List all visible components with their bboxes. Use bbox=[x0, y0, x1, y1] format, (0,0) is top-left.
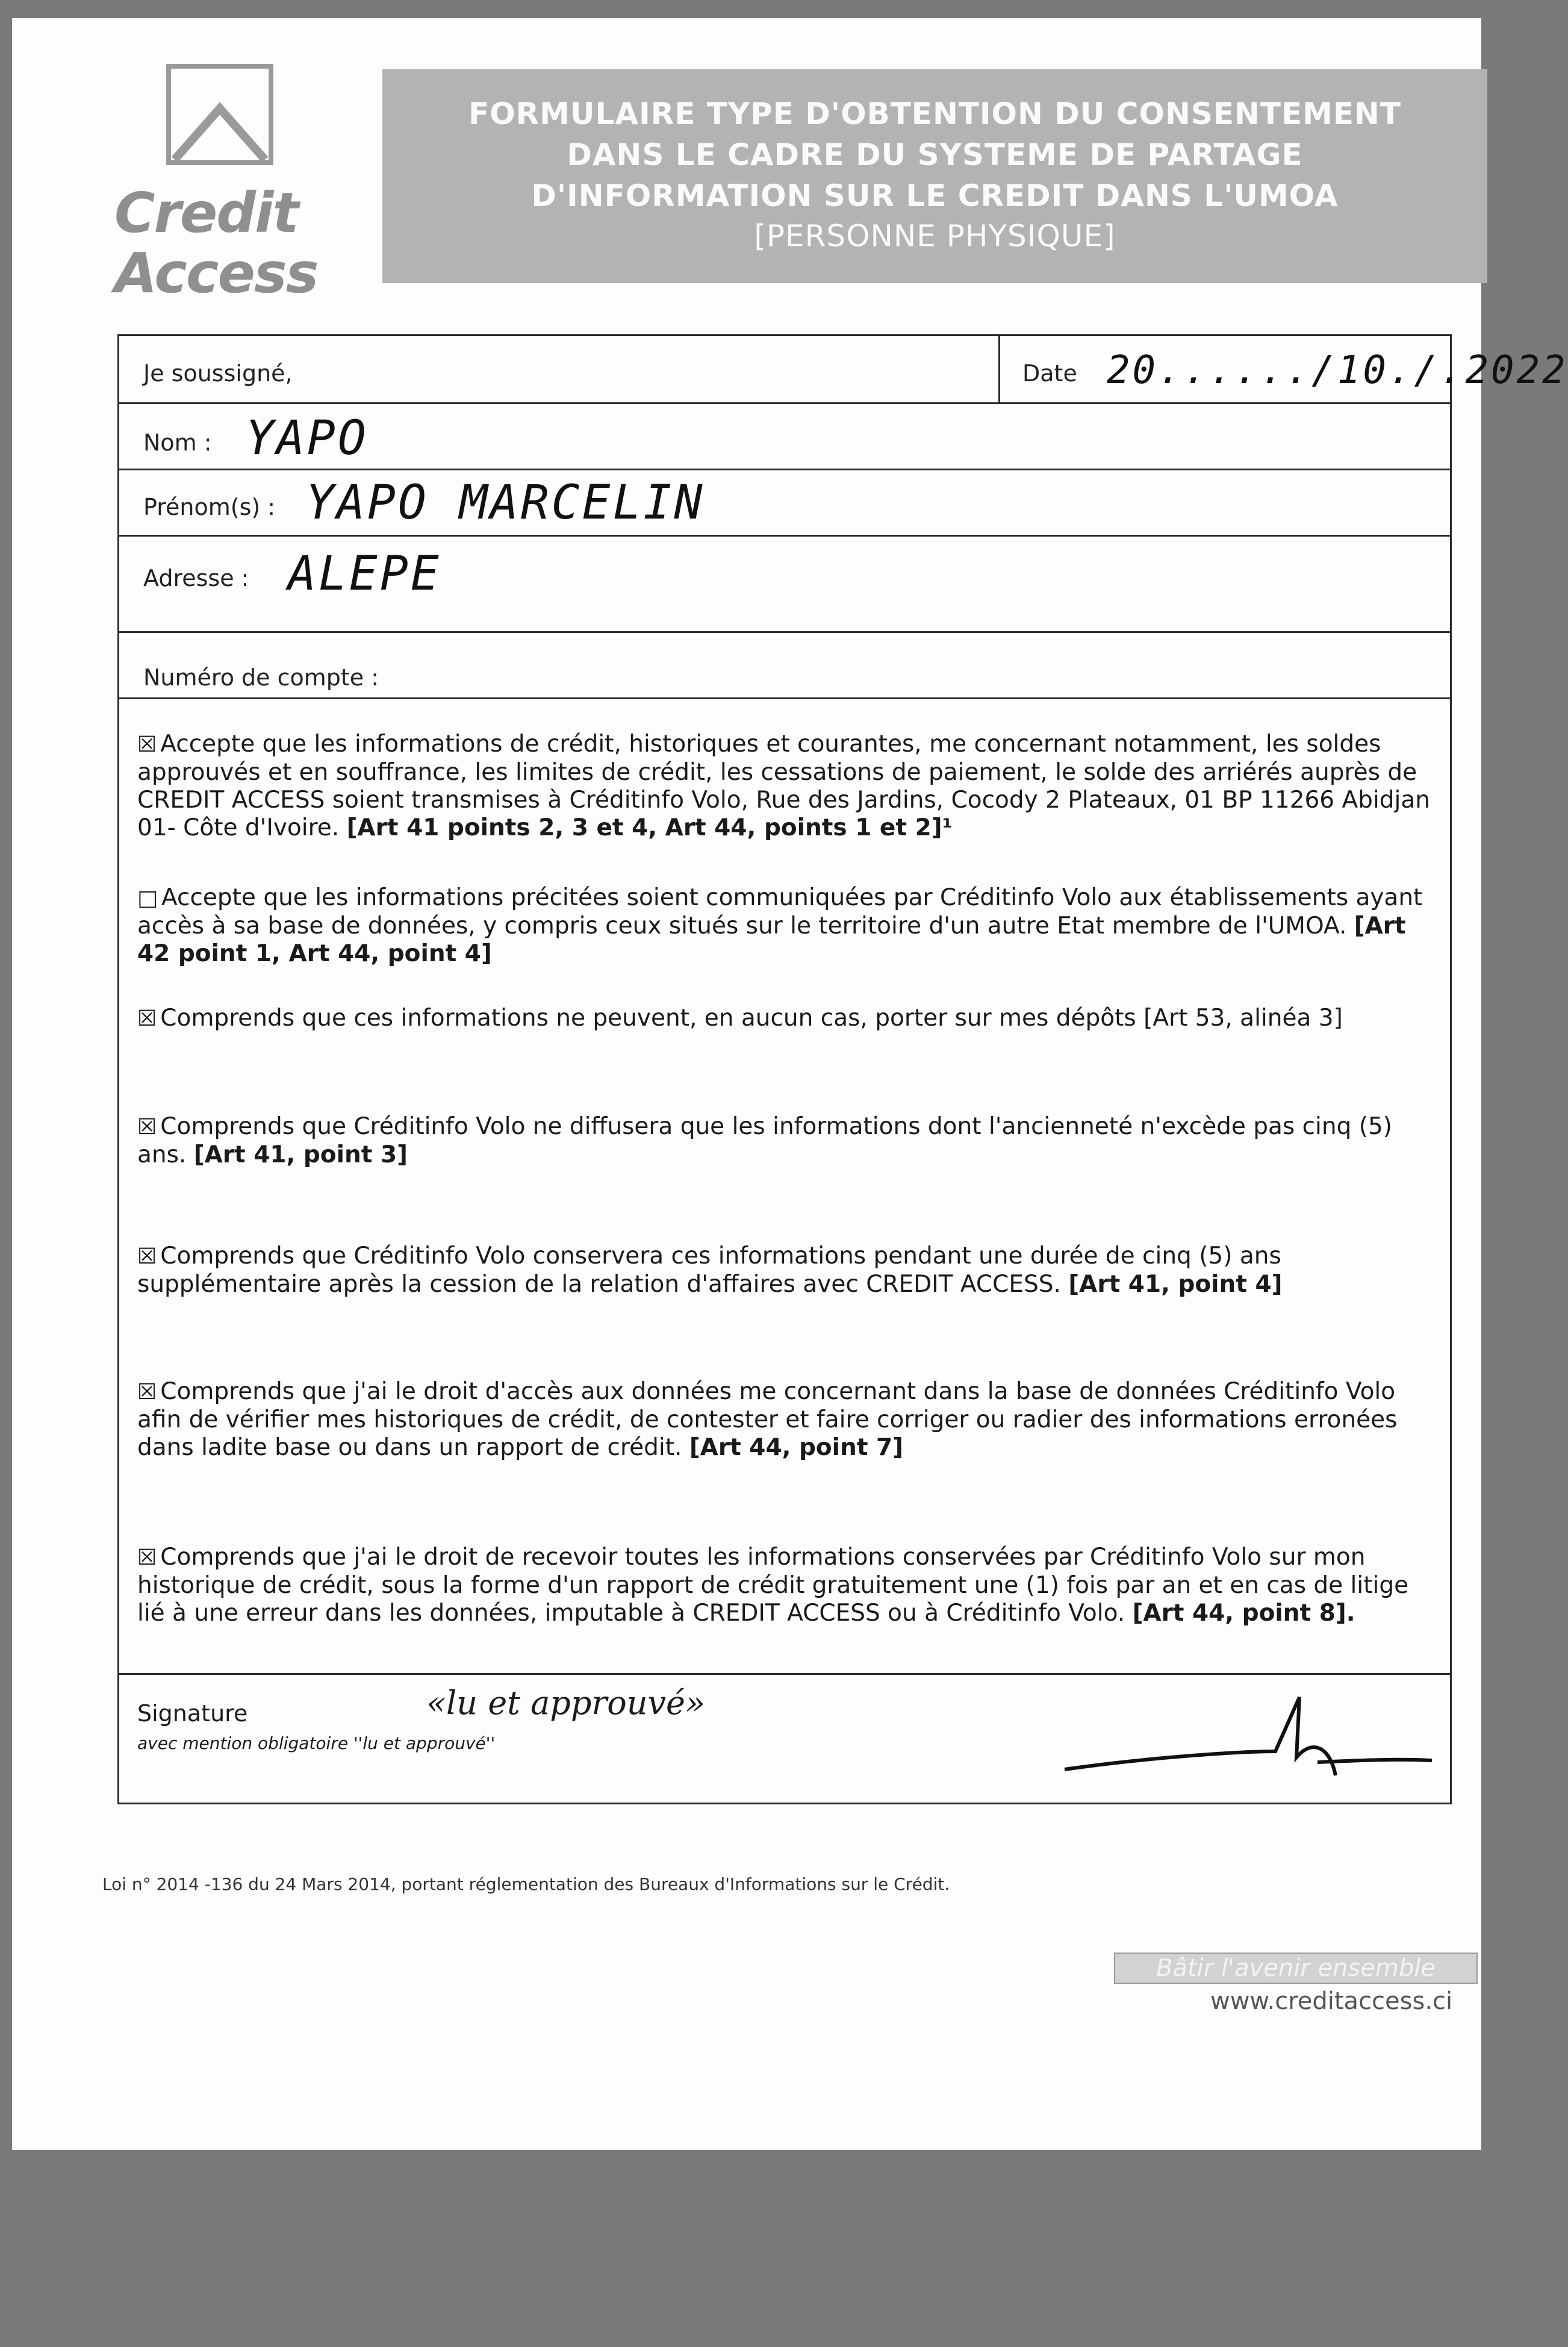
consent-clause-1 bbox=[137, 731, 1432, 842]
consent-clause-7 bbox=[137, 1544, 1432, 1627]
house-logo-icon bbox=[163, 60, 277, 169]
clause-reference: [Art 41, point 4] bbox=[1068, 1271, 1283, 1298]
handwritten-approval: «lu et approuvé» bbox=[426, 1684, 706, 1722]
header-title-line-2: DANS LE CADRE DU SYSTEME DE PARTAGE bbox=[567, 137, 1303, 172]
clause-text: Comprends que Créditinfo Volo ne diffusera que les informations dont l'ancienneté n'excède pas cinq (5) ans. bbox=[137, 1113, 1392, 1168]
clause-reference: [Art 41 points 2, 3 et 4, Art 44, points 1 et 2]¹ bbox=[346, 814, 953, 841]
column-divider bbox=[998, 336, 1000, 402]
consent-form bbox=[117, 334, 1568, 1804]
row-divider bbox=[119, 697, 1450, 699]
nom-label: Nom : bbox=[143, 429, 212, 456]
account-number-field[interactable] bbox=[541, 655, 1414, 691]
scan-background bbox=[0, 2150, 1493, 2347]
document-page bbox=[12, 18, 1568, 2150]
undersigned-label: Je soussigné, bbox=[143, 360, 293, 387]
header-title-line-3: D'INFORMATION SUR LE CREDIT DANS L'UMOA bbox=[531, 178, 1339, 213]
clause-reference: [Art 42 point 1, Art 44, point 4] bbox=[137, 912, 1406, 967]
clause-text: Accepte que les informations précitées soient communiquées par Créditinfo Volo aux établissements ayant accès à sa base de données, y compris ceux situés sur le territoire d'un autre Etat membre de l'UMOA. bbox=[137, 884, 1423, 940]
clause-text: Comprends que j'ai le droit d'accès aux données me concernant dans la base de données Créditinfo Volo afin de vérifier mes historiques de crédit, de contester et faire corriger ou radier des informations erronées dans ladite base ou dans un rapport de crédit. bbox=[137, 1378, 1398, 1461]
signature-label: Signature bbox=[137, 1700, 248, 1727]
prenom-label: Prénom(s) : bbox=[143, 494, 276, 520]
adresse-field[interactable]: ALEPE bbox=[288, 547, 441, 601]
header-subtitle: [PERSONNE PHYSIQUE] bbox=[754, 219, 1116, 254]
signature-scribble[interactable] bbox=[1059, 1691, 1438, 1788]
prenom-field[interactable]: YAPO MARCELIN bbox=[306, 476, 705, 530]
checkbox-checked-icon[interactable]: ☒ bbox=[137, 1244, 157, 1269]
checkbox-checked-icon[interactable]: ☒ bbox=[137, 732, 157, 757]
logo-word-access: Access bbox=[114, 241, 318, 305]
account-number-label: Numéro de compte : bbox=[143, 664, 379, 691]
consent-clause-3 bbox=[137, 1005, 1432, 1033]
row-divider bbox=[119, 631, 1450, 633]
checkbox-empty-icon[interactable]: □ bbox=[137, 886, 158, 911]
consent-clause-5 bbox=[137, 1242, 1432, 1298]
nom-field[interactable]: YAPO bbox=[246, 411, 369, 466]
logo-word-credit: Credit bbox=[114, 181, 298, 245]
checkbox-checked-icon[interactable]: ☒ bbox=[137, 1006, 157, 1031]
clause-reference: [Art 44, point 7] bbox=[689, 1434, 903, 1461]
clause-text: Accepte que les informations de crédit, historiques et courantes, me concernant notamment, les soldes approuvés et en souffrance, les limites de crédit, les cessations de paiement, le solde des arriérés auprès de CREDIT ACCESS soient transmises à Créditinfo Volo, Rue des Jardins, Cocody 2 Plateaux, 01 BP 11266 Abidjan 01- Côte d'Ivoire. bbox=[137, 731, 1430, 841]
checkbox-checked-icon[interactable]: ☒ bbox=[137, 1115, 157, 1139]
checkbox-checked-icon[interactable]: ☒ bbox=[137, 1380, 157, 1404]
date-field[interactable]: 20....../10./.2022 bbox=[1107, 348, 1568, 393]
website-link[interactable]: www.creditaccess.ci bbox=[1210, 1987, 1453, 2015]
header-banner bbox=[382, 69, 1487, 283]
consent-clause-6 bbox=[137, 1378, 1432, 1462]
row-divider bbox=[119, 469, 1450, 470]
slogan-stamp: Bâtir l'avenir ensemble bbox=[1114, 1953, 1478, 1984]
clause-reference: [Art 41, point 3] bbox=[193, 1141, 408, 1168]
date-label: Date bbox=[1022, 360, 1077, 387]
law-reference: Loi n° 2014 -136 du 24 Mars 2014, portant réglementation des Bureaux d'Informations sur le Crédit. bbox=[102, 1874, 950, 1894]
consent-clause-4 bbox=[137, 1113, 1432, 1169]
credit-access-logo bbox=[114, 60, 318, 313]
row-divider bbox=[119, 535, 1450, 537]
clause-reference: [Art 53, alinéa 3] bbox=[1143, 1005, 1343, 1032]
checkbox-checked-icon[interactable]: ☒ bbox=[137, 1545, 157, 1570]
row-divider bbox=[119, 402, 1450, 404]
header-title-line-1: FORMULAIRE TYPE D'OBTENTION DU CONSENTEMENT bbox=[468, 96, 1401, 131]
clause-text: Comprends que Créditinfo Volo conservera ces informations pendant une durée de cinq (5) ans supplémentaire après la cession de la relation d'affaires avec CREDIT ACCESS. bbox=[137, 1242, 1281, 1298]
signature-note: avec mention obligatoire ''lu et approuvé'' bbox=[137, 1733, 496, 1753]
clause-reference: [Art 44, point 8]. bbox=[1132, 1600, 1355, 1627]
consent-clause-2 bbox=[137, 884, 1432, 968]
clause-text: Comprends que ces informations ne peuvent, en aucun cas, porter sur mes dépôts bbox=[160, 1005, 1136, 1032]
adresse-label: Adresse : bbox=[143, 565, 249, 591]
row-divider bbox=[119, 1673, 1450, 1675]
clause-text: Comprends que j'ai le droit de recevoir toutes les informations conservées par Créditinfo Volo sur mon historique de crédit, sous la forme d'un rapport de crédit gratuitement une (1) fois par an et en cas de litige lié à une erreur dans les données, imputable à CREDIT ACCESS ou à Créditinfo Volo. bbox=[137, 1544, 1409, 1627]
